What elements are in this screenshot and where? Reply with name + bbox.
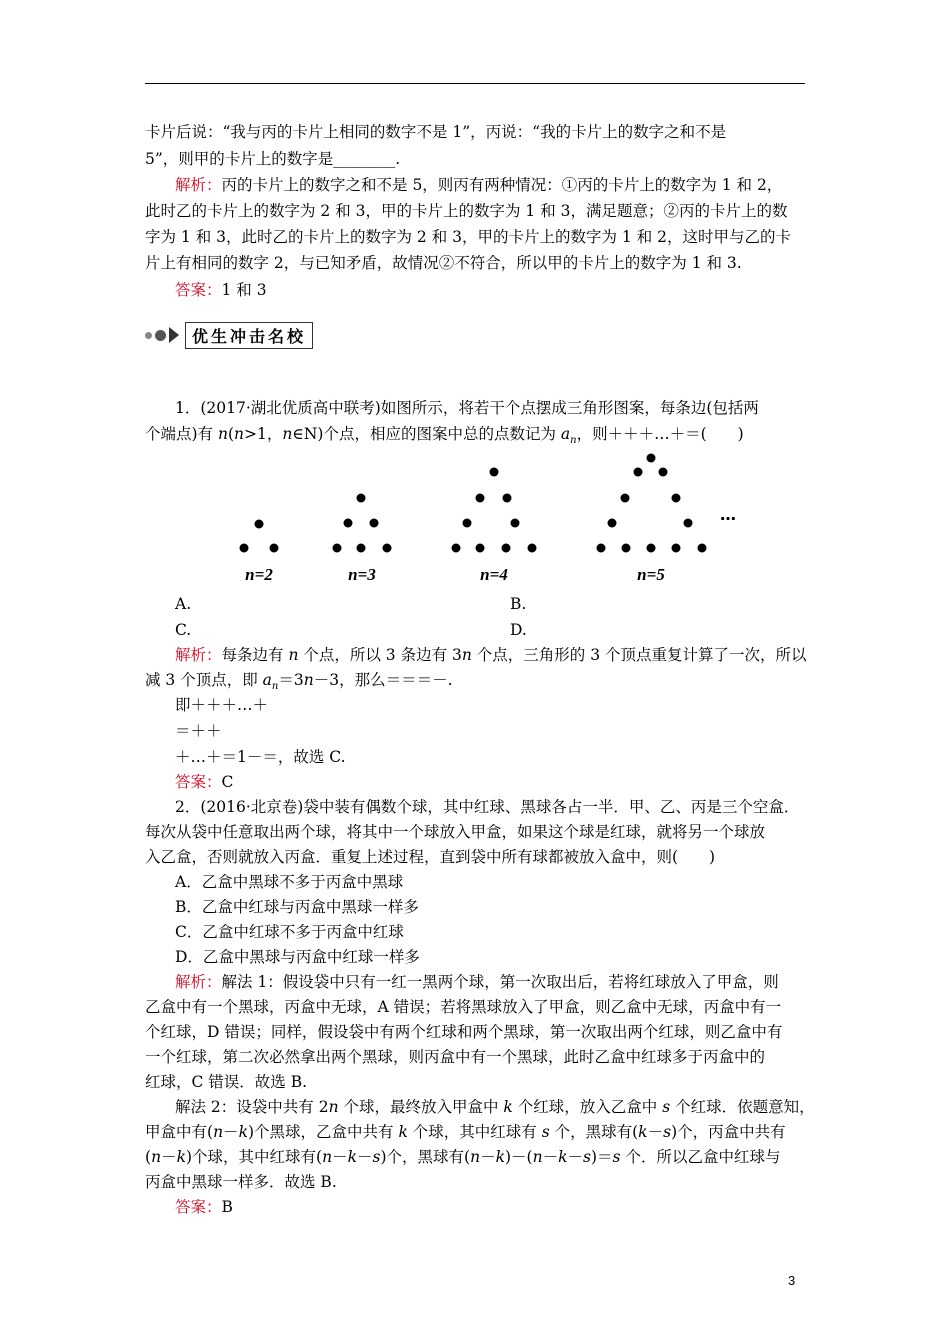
text-line: 一个红球，第二次必然拿出两个黑球，则丙盒中有一个黑球，此时乙盒中红球多于丙盒中的	[145, 1048, 766, 1066]
answer-line: 答案：C	[175, 773, 234, 791]
analysis-label: 解析：	[175, 176, 222, 194]
text-line: 字为 1 和 3，此时乙的卡片上的数字为 2 和 3，甲的卡片上的数字为 1 和 2，这时甲与乙的卡	[145, 228, 792, 246]
text-line: 个红球，D 错误；同样，假设袋中有两个红球和两个黑球，第一次取出两个红球，则乙盒中有	[145, 1023, 783, 1041]
header-rule	[145, 83, 805, 84]
analysis-label: 解析：	[175, 646, 222, 664]
option-d: D.	[510, 621, 527, 639]
figure-label: n=5	[637, 565, 665, 584]
analysis-label: 解析：	[175, 973, 222, 991]
option-c: C．乙盒中红球不多于丙盒中红球	[175, 923, 404, 941]
option-c: C.	[175, 621, 192, 639]
text-line: 卡片后说：“我与丙的卡片上相同的数字不是 1”，丙说：“我的卡片上的数字之和不是	[145, 123, 727, 141]
text-line: 甲盒中有(n－k)个黑球，乙盒中共有 k 个球，其中红球有 s 个，黑球有(k－s)个，丙盒中共有	[145, 1123, 786, 1141]
section-title: 优生冲击名校	[185, 322, 313, 349]
dot-icon	[145, 332, 152, 339]
text-line: 解法 2：设袋中共有 2n 个球，最终放入甲盒中 k 个红球，放入乙盒中 s 个红球．依题意知，	[175, 1098, 815, 1116]
text-line: 减 3 个顶点，即 $a_n=3n-3$，那么＝＝＝－.	[145, 671, 453, 693]
figure-label: n=3	[348, 565, 376, 584]
option-b: B．乙盒中红球与丙盒中黑球一样多	[175, 898, 419, 916]
question-line: 每次从袋中任意取出两个球，将其中一个球放入甲盒，如果这个球是红球，就将另一个球放	[145, 823, 766, 841]
page-number: 3	[788, 1273, 796, 1288]
analysis-line: 解析：解法 1：假设袋中只有一红一黑两个球，第一次取出后，若将红球放入了甲盒，则	[175, 973, 779, 991]
question-line: 个端点)有 n(n>1，n∈N)个点，相应的图案中总的点数记为 $a_n$，则＋＋＋…＋＝( )	[145, 425, 744, 447]
figure-label: n=4	[480, 565, 508, 584]
text-line: 乙盒中有一个黑球，丙盒中无球，A 错误；若将黑球放入了甲盒，则乙盒中无球，丙盒中有一	[145, 998, 782, 1016]
answer-label: 答案：	[175, 1198, 222, 1216]
text-line: 片上有相同的数字 2，与已知矛盾，故情况②不符合，所以甲的卡片上的数字为 1 和 3.	[145, 254, 742, 272]
text-line: 丙盒中黑球一样多．故选 B.	[145, 1173, 337, 1191]
text-line: (n－k)个球，其中红球有(n－k－s)个，黑球有(n－k)－(n－k－s)＝s 个．所以乙盒中红球与	[145, 1148, 781, 1166]
text-line: 即＋＋＋…＋	[175, 696, 269, 714]
question-line: 1．(2017·湖北优质高中联考)如图所示，将若干个点摆成三角形图案，每条边(包括两	[175, 399, 759, 417]
text-line: 红球，C 错误．故选 B.	[145, 1073, 308, 1091]
analysis-line: 解析：丙的卡片上的数字之和不是 5，则丙有两种情况：①丙的卡片上的数字为 1 和 2，	[175, 176, 783, 194]
option-b: B.	[510, 595, 527, 613]
dot-icon	[155, 330, 166, 341]
answer-label: 答案：	[175, 281, 222, 299]
text-line: 5”，则甲的卡片上的数字是________.	[145, 150, 401, 168]
text-line: ＝＋＋	[175, 722, 222, 740]
question-line: 入乙盒，否则就放入丙盒．重复上述过程，直到袋中所有球都被放入盒中，则( )	[145, 848, 716, 866]
text-line: ＋…＋＝1－＝，故选 C.	[175, 748, 346, 766]
answer-line: 答案：B	[175, 1198, 233, 1216]
answer-line: 答案：1 和 3	[175, 281, 267, 299]
ellipsis: …	[720, 505, 736, 524]
analysis-line: 解析：每条边有 n 个点，所以 3 条边有 3n 个点，三角形的 3 个顶点重复计算了一次，所以	[175, 646, 807, 664]
text-line: 此时乙的卡片上的数字为 2 和 3，甲的卡片上的数字为 1 和 3，满足题意；②丙的卡片上的数	[145, 202, 788, 220]
section-banner	[145, 322, 313, 348]
triangle-dots-figure	[230, 440, 750, 590]
arrow-icon	[169, 327, 179, 343]
option-d: D．乙盒中黑球与丙盒中红球一样多	[175, 948, 420, 966]
option-a: A．乙盒中黑球不多于丙盒中黑球	[175, 873, 404, 891]
figure-label: n=2	[245, 565, 273, 584]
answer-label: 答案：	[175, 773, 222, 791]
question-line: 2．(2016·北京卷)袋中装有偶数个球，其中红球、黑球各占一半．甲、乙、丙是三个空盒．	[175, 798, 800, 816]
option-a: A.	[175, 595, 192, 613]
